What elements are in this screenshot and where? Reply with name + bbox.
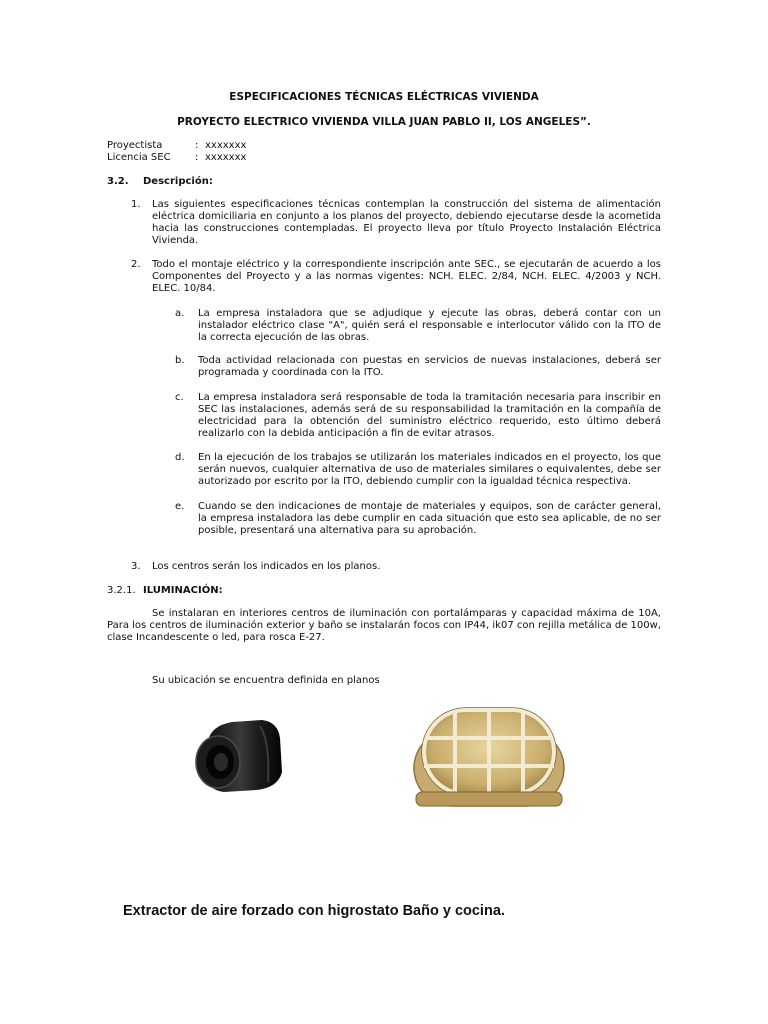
bulkhead-light-image (410, 702, 568, 810)
illumination-paragraph: Se instalaran en interiores centros de iluminación con portalámparas y capacidad máxima de 10A, Para los centros de iluminación exterior y baño se instalarán focos con IP44, ik07 con rejilla metálica de 100w, clase Incandescente o led, para rosca E-27. (107, 608, 661, 643)
meta-license-sep: : (195, 152, 199, 163)
subsection-number: 3.2.1. (107, 585, 136, 596)
subitem-e-letter: e. (175, 501, 185, 512)
meta-designer-label: Proyectista (107, 140, 163, 151)
subitem-d-letter: d. (175, 452, 185, 463)
lamp-holder-image (190, 712, 290, 798)
section-title: Descripción: (143, 176, 213, 187)
subitem-c-text: La empresa instaladora será responsable de toda la tramitación necesaria para inscribir en SEC las instalaciones, además será de su responsabilidad la tramitación en la compañía de electricidad para la obtención del suministro eléctrico requerido, esto último deberá realizarlo con la debida anticipación a fin de evitar atrasos. (198, 392, 661, 439)
subsection-title: ILUMINACIÓN: (143, 585, 223, 596)
item-2-number: 2. (131, 259, 141, 270)
document-title: ESPECIFICACIONES TÉCNICAS ELÉCTRICAS VIVIENDA (229, 91, 539, 103)
extractor-caption: Extractor de aire forzado con higrostato Baño y cocina. (123, 903, 505, 919)
item-2-text: Todo el montaje eléctrico y la correspondiente inscripción ante SEC., se ejecutarán de acuerdo a los Componentes del Proyecto y a las normas vigentes: NCH. ELEC. 2/84, NCH. ELEC. 4/2003 y NCH. ELEC. 10/84. (152, 259, 661, 294)
subitem-b-text: Toda actividad relacionada con puestas en servicios de nuevas instalaciones, deberá ser programada y coordinada con la ITO. (198, 355, 661, 378)
item-3-number: 3. (131, 561, 141, 572)
subitem-e-text: Cuando se den indicaciones de montaje de materiales y equipos, son de carácter general, la empresa instaladora las debe cumplir en cada situación que esto sea aplicable, de no ser posible, presentará una alternativa para su aprobación. (198, 501, 661, 536)
subitem-a-letter: a. (175, 308, 185, 319)
item-1-text: Las siguientes especificaciones técnicas contemplan la construcción del sistema de alimentación eléctrica domiciliaria en conjunto a los planos del proyecto, debiendo ejecutarse desde la acometida hacia las construcciones contempladas. El proyecto lleva por título Proyecto Instalación Eléctrica Vivienda. (152, 199, 661, 246)
subitem-c-letter: c. (175, 392, 184, 403)
item-1-number: 1. (131, 199, 141, 210)
meta-designer-value: xxxxxxx (205, 140, 247, 151)
meta-license-label: Licencia SEC (107, 152, 171, 163)
location-note: Su ubicación se encuentra definida en planos (152, 675, 380, 686)
item-3-text: Los centros serán los indicados en los planos. (152, 561, 381, 572)
meta-designer-sep: : (195, 140, 199, 151)
meta-license-value: xxxxxxx (205, 152, 247, 163)
project-title: PROYECTO ELECTRICO VIVIENDA VILLA JUAN PABLO II, LOS ANGELES”. (177, 116, 591, 128)
section-number: 3.2. (107, 176, 129, 187)
subitem-d-text: En la ejecución de los trabajos se utilizarán los materiales indicados en el proyecto, los que serán nuevos, cualquier alternativa de uso de materiales similares o equivalentes, debe ser autorizado por escrito por la ITO, debiendo cumplir con la igualdad técnica respectiva. (198, 452, 661, 487)
subitem-a-text: La empresa instaladora que se adjudique y ejecute las obras, deberá contar con un instalador eléctrico clase "A", quién será el responsable e interlocutor válido con la ITO de la correcta ejecución de las obras. (198, 308, 661, 343)
subitem-b-letter: b. (175, 355, 185, 366)
